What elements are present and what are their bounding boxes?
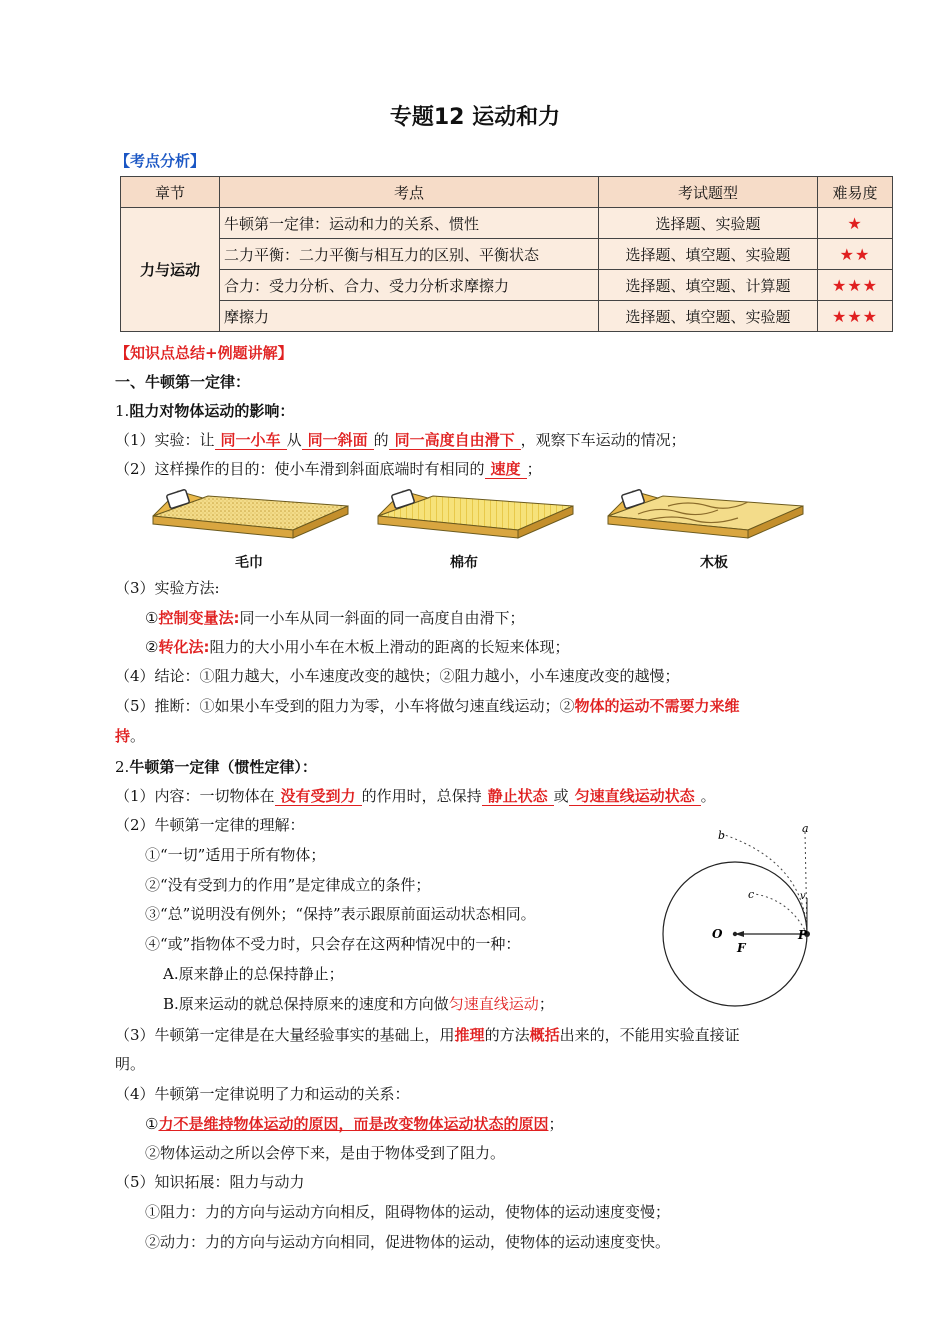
section-knowledge: 【知识点总结+例题讲解】 <box>115 344 293 362</box>
text-line: ③“总”说明没有例外；“保持”表示跟原前面运动状态相同。 <box>145 905 536 923</box>
answer-blank: 同一高度自由滑下 <box>389 431 521 450</box>
table-cell: 合力：受力分析、合力、受力分析求摩擦力 <box>220 270 599 301</box>
text-line: ②转化法:阻力的大小用小车在木板上滑动的距离的长短来体现； <box>145 638 570 656</box>
board-towel <box>153 489 348 538</box>
text-line: ②动力：力的方向与运动方向相同，促进物体的运动，使物体的运动速度变快。 <box>145 1233 671 1251</box>
chapter-cell: 力与运动 <box>121 208 220 332</box>
answer-blank: 同一小车 <box>215 431 287 450</box>
label-f: F <box>737 941 746 955</box>
subheading-inertia-law: 2.牛顿第一定律（惯性定律）： <box>115 758 317 776</box>
answer-blank: 匀速直线运动状态 <box>569 787 701 806</box>
difficulty-stars: ★★★ <box>818 301 893 332</box>
section-exam-analysis: 【考点分析】 <box>115 152 206 170</box>
text-line: （5）知识拓展：阻力与动力 <box>115 1173 305 1191</box>
table-header: 考试题型 <box>599 177 818 208</box>
table-cell: 选择题、填空题、实验题 <box>599 301 818 332</box>
label-o: O <box>712 927 723 941</box>
label-c: c <box>748 888 755 901</box>
text-line: ①控制变量法:同一小车从同一斜面的同一高度自由滑下； <box>145 609 525 627</box>
text-line: （4）牛顿第一定律说明了力和运动的关系： <box>115 1085 410 1103</box>
circular-motion-diagram <box>660 822 820 1012</box>
text-line: ①阻力：力的方向与运动方向相反，阻碍物体的运动，使物体的运动速度变慢； <box>145 1203 671 1221</box>
text-line: 明。 <box>115 1055 146 1073</box>
table-header: 考点 <box>220 177 599 208</box>
label-v: v <box>800 891 806 902</box>
heading-newton-first-law: 一、牛顿第一定律： <box>115 373 251 391</box>
text-line: （5）推断：①如果小车受到的阻力为零，小车将做匀速直线运动；②物体的运动不需要力来维 <box>115 697 740 715</box>
difficulty-stars: ★ <box>818 208 893 239</box>
text-line: （3）实验方法: <box>115 579 220 597</box>
table-cell: 牛顿第一定律：运动和力的关系、惯性 <box>220 208 599 239</box>
text-line: （3）牛顿第一定律是在大量经验事实的基础上，用推理的方法概括出来的，不能用实验直接证 <box>115 1026 740 1044</box>
text-line: B.原来运动的就总保持原来的速度和方向做匀速直线运动； <box>163 995 554 1013</box>
text-line: （1）内容：一切物体在 没有受到力 的作用时，总保持 静止状态 或 匀速直线运动状态 。 <box>115 787 716 805</box>
table-cell: 选择题、实验题 <box>599 208 818 239</box>
answer-blank: 没有受到力 <box>275 787 362 806</box>
answer-blank: 静止状态 <box>482 787 554 806</box>
text-line: （2）这样操作的目的：使小车滑到斜面底端时有相同的 速度 ； <box>115 460 542 478</box>
difficulty-stars: ★★★ <box>818 270 893 301</box>
label-p: P <box>798 928 808 942</box>
table-cell: 选择题、填空题、计算题 <box>599 270 818 301</box>
label-towel: 毛巾 <box>235 555 263 571</box>
subheading-resistance: 1.阻力对物体运动的影响： <box>115 402 295 420</box>
table-cell: 二力平衡：二力平衡与相互力的区别、平衡状态 <box>220 239 599 270</box>
text-line: ①力不是维持物体运动的原因，而是改变物体运动状态的原因； <box>145 1115 564 1133</box>
text-line: A.原来静止的总保持静止； <box>163 965 344 983</box>
exam-points-table <box>120 176 893 332</box>
label-wood: 木板 <box>700 555 728 571</box>
table-cell: 选择题、填空题、实验题 <box>599 239 818 270</box>
text-line: ①“一切”适用于所有物体； <box>145 846 326 864</box>
answer-blank: 同一斜面 <box>302 431 374 450</box>
text-line: （4）结论：①阻力越大，小车速度改变的越快；②阻力越小，小车速度改变的越慢； <box>115 667 680 685</box>
board-cotton <box>378 489 573 538</box>
answer-blank: 速度 <box>485 460 527 479</box>
label-a: a <box>802 822 809 835</box>
board-wood <box>608 489 803 538</box>
table-header: 章节 <box>121 177 220 208</box>
text-line: ②“没有受到力的作用”是定律成立的条件； <box>145 876 431 894</box>
text-line: （1）实验：让 同一小车 从 同一斜面 的 同一高度自由滑下 ，观察下车运动的情况； <box>115 431 686 449</box>
text-line: ④“或”指物体不受力时，只会存在这两种情况中的一种： <box>145 935 521 953</box>
page-title: 专题12 运动和力 <box>389 105 561 130</box>
table-header: 难易度 <box>818 177 893 208</box>
label-b: b <box>718 829 726 842</box>
label-cotton: 棉布 <box>450 555 478 571</box>
difficulty-stars: ★★ <box>818 239 893 270</box>
text-line: 持。 <box>115 727 146 745</box>
text-line: ②物体运动之所以会停下来，是由于物体受到了阻力。 <box>145 1144 506 1162</box>
text-line: （2）牛顿第一定律的理解： <box>115 816 305 834</box>
table-cell: 摩擦力 <box>220 301 599 332</box>
